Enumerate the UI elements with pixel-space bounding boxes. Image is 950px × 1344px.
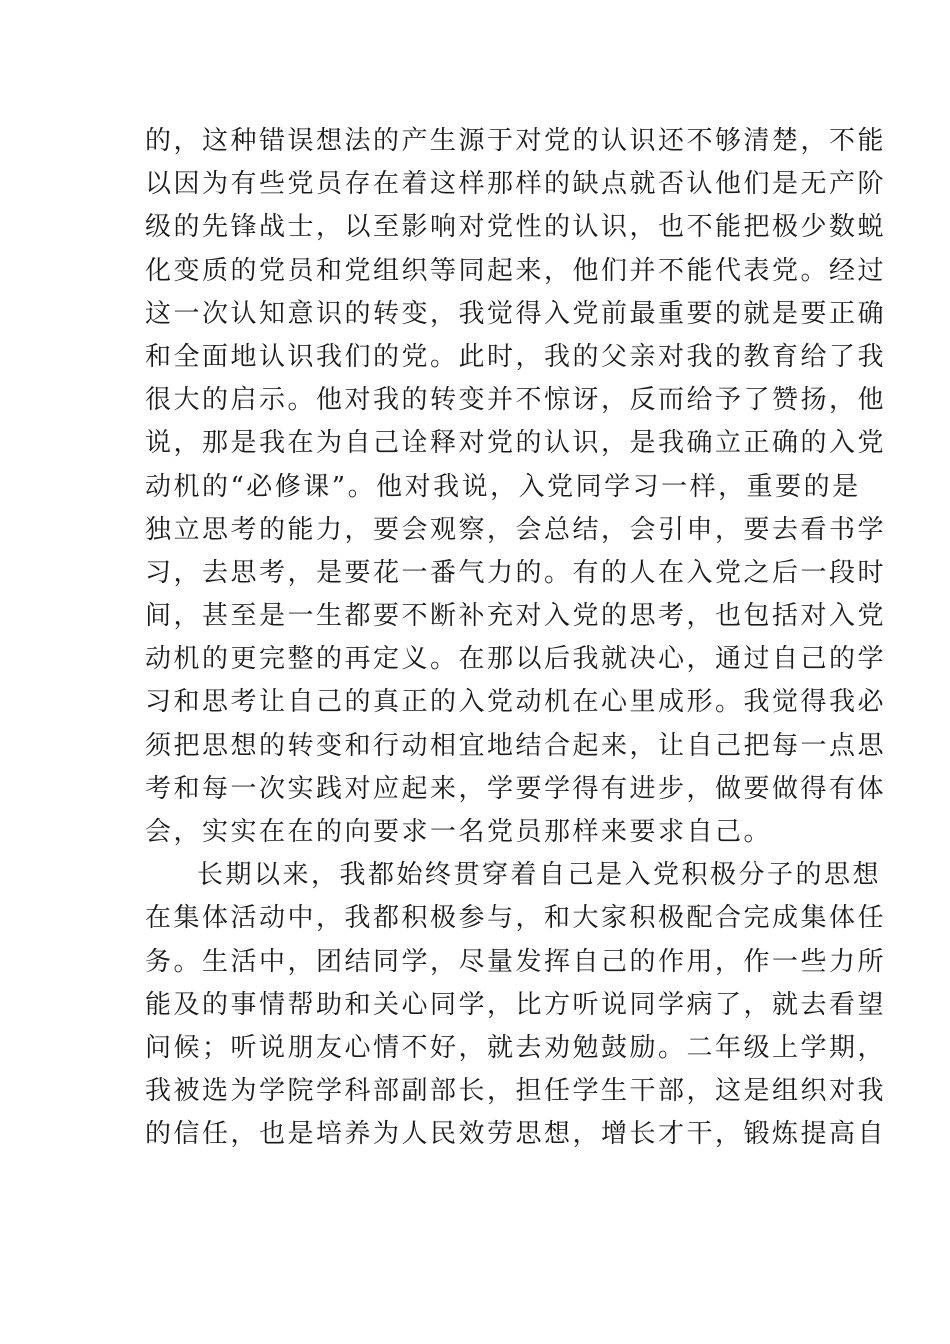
text-line: 化变质的党员和党组织等同起来，他们并不能代表党。经过 — [145, 255, 887, 286]
text-line: 动机的“必修课”。他对我说，入党同学习一样，重要的是 — [145, 471, 861, 502]
text-line: 问候；听说朋友心情不好，就去劝勉鼓励。二年级上学期， — [145, 1032, 887, 1063]
text-line: 会，实实在在的向要求一名党员那样来要求自己。 — [145, 817, 773, 847]
text-line: 须把思想的转变和行动相宜地结合起来，让自己把每一点思 — [145, 730, 887, 761]
text-line: 独立思考的能力，要会观察，会总结，会引申，要去看书学 — [145, 514, 887, 545]
text-line: 务。生活中，团结同学，尽量发挥自己的作用，作一些力所 — [145, 946, 887, 977]
paragraph-start-line: 长期以来，我都始终贯穿着自己是入党积极分子的思想 — [197, 860, 882, 891]
text-line: 习，去思考，是要花一番气力的。有的人在入党之后一段时 — [145, 557, 887, 588]
text-line: 和全面地认识我们的党。此时，我的父亲对我的教育给了我 — [145, 341, 887, 372]
text-line: 我被选为学院学科部副部长，担任学生干部，这是组织对我 — [145, 1076, 887, 1107]
document-body — [145, 120, 887, 1157]
text-line: 这一次认知意识的转变，我觉得入党前最重要的就是要正确 — [145, 298, 887, 329]
text-line: 很大的启示。他对我的转变并不惊讶，反而给予了赞扬，他 — [145, 385, 887, 416]
text-line: 的，这种错误想法的产生源于对党的认识还不够清楚，不能 — [145, 126, 887, 156]
text-line: 动机的更完整的再定义。在那以后我就决心，通过自己的学 — [145, 644, 887, 675]
text-line: 在集体活动中，我都积极参与，和大家积极配合完成集体任 — [145, 903, 887, 934]
text-line: 考和每一次实践对应起来，学要学得有进步，做要做得有体 — [145, 773, 887, 804]
text-line: 习和思考让自己的真正的入党动机在心里成形。我觉得我必 — [145, 687, 887, 718]
text-line: 以因为有些党员存在着这样那样的缺点就否认他们是无产阶 — [145, 169, 887, 200]
text-line: 的信任，也是培养为人民效劳思想，增长才干，锻炼提高自 — [145, 1119, 887, 1150]
text-line: 间，甚至是一生都要不断补充对入党的思考，也包括对入党 — [145, 601, 887, 632]
text-line: 说，那是我在为自己诠释对党的认识，是我确立正确的入党 — [145, 428, 887, 459]
text-line: 能及的事情帮助和关心同学，比方听说同学病了，就去看望 — [145, 989, 887, 1020]
text-line: 级的先锋战士，以至影响对党性的认识，也不能把极少数蜕 — [145, 212, 887, 243]
